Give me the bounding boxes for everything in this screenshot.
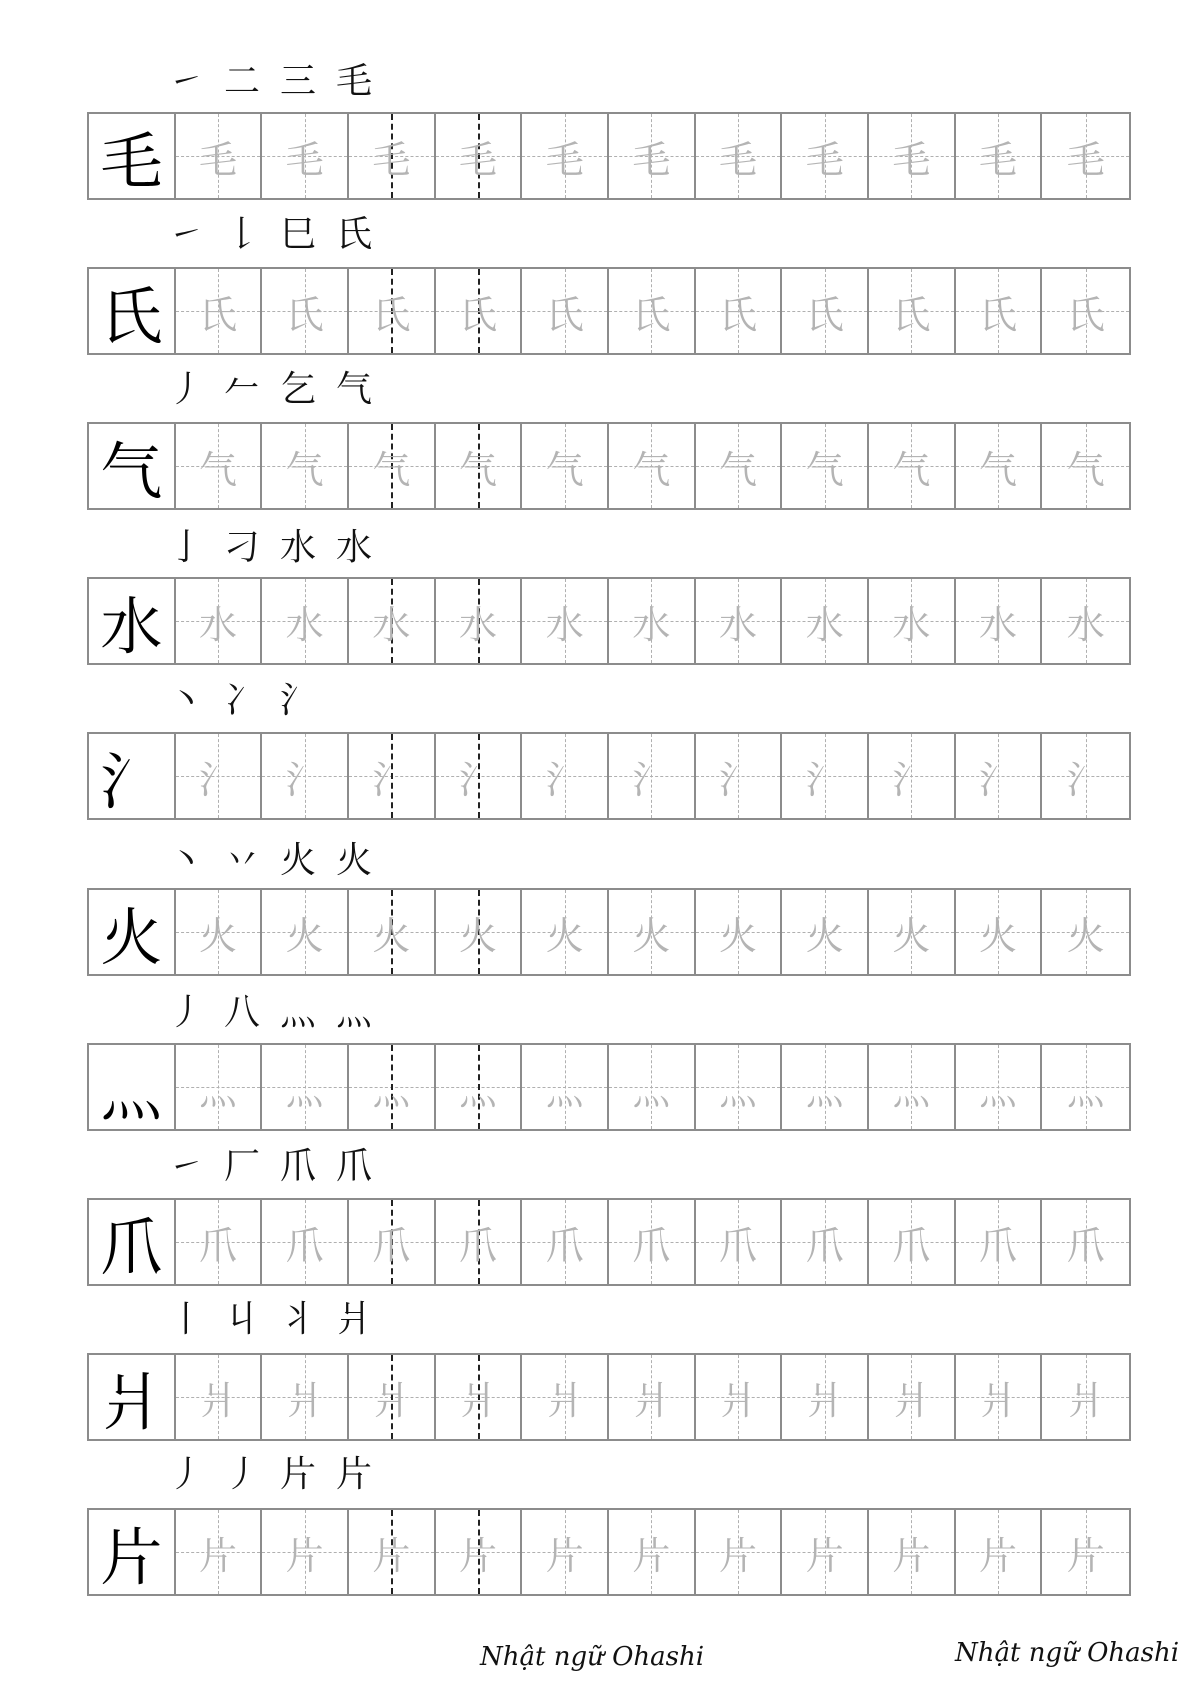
trace-character: 火 bbox=[979, 913, 1018, 958]
trace-character: 氵 bbox=[1066, 757, 1105, 802]
stroke-step: 巳 bbox=[279, 214, 316, 255]
stroke-step: 丶 bbox=[167, 680, 204, 721]
trace-character: 爪 bbox=[979, 1223, 1018, 1268]
stroke-step: ㇀ bbox=[167, 214, 204, 255]
stroke-step: 片 bbox=[279, 1454, 316, 1495]
stroke-order bbox=[165, 215, 375, 255]
trace-character: 氏 bbox=[632, 292, 671, 337]
stroke-step: 亅 bbox=[167, 527, 204, 568]
stroke-order bbox=[165, 841, 375, 881]
trace-character: 水 bbox=[372, 602, 411, 647]
practice-cell[interactable] bbox=[176, 1355, 263, 1439]
model-character: 火 bbox=[89, 890, 176, 974]
practice-cell[interactable] bbox=[1042, 269, 1129, 353]
stroke-order bbox=[165, 62, 375, 102]
trace-character: 毛 bbox=[545, 137, 584, 182]
practice-cell[interactable] bbox=[436, 579, 523, 663]
stroke-step: 氏 bbox=[335, 214, 372, 255]
practice-cell[interactable] bbox=[1042, 114, 1129, 198]
trace-character: 毛 bbox=[372, 137, 411, 182]
trace-character: 爿 bbox=[719, 1378, 758, 1423]
practice-cell[interactable] bbox=[522, 579, 609, 663]
trace-character: 灬 bbox=[892, 1068, 931, 1113]
stroke-step: 丿 bbox=[167, 992, 204, 1033]
trace-character: 片 bbox=[719, 1533, 758, 1578]
practice-cell[interactable] bbox=[349, 1045, 436, 1129]
trace-character: 爪 bbox=[285, 1223, 324, 1268]
stroke-step: 爪 bbox=[279, 1146, 316, 1187]
trace-character: 火 bbox=[199, 913, 238, 958]
trace-character: 片 bbox=[285, 1533, 324, 1578]
practice-cell[interactable] bbox=[869, 1510, 956, 1594]
practice-cell[interactable] bbox=[1042, 890, 1129, 974]
trace-character: 氵 bbox=[285, 757, 324, 802]
model-character: 爿 bbox=[89, 1355, 176, 1439]
practice-cell[interactable] bbox=[782, 579, 869, 663]
trace-character: 气 bbox=[199, 447, 238, 492]
trace-character: 气 bbox=[805, 447, 844, 492]
trace-character: 气 bbox=[372, 447, 411, 492]
trace-character: 水 bbox=[545, 602, 584, 647]
practice-cell[interactable] bbox=[436, 1510, 523, 1594]
practice-cell[interactable] bbox=[609, 1045, 696, 1129]
practice-row bbox=[87, 888, 1131, 976]
stroke-step: 毛 bbox=[335, 61, 372, 102]
practice-cell[interactable] bbox=[349, 579, 436, 663]
trace-character: 毛 bbox=[719, 137, 758, 182]
practice-cell[interactable] bbox=[782, 424, 869, 508]
practice-cell[interactable] bbox=[782, 1200, 869, 1284]
trace-character: 氵 bbox=[372, 757, 411, 802]
practice-cell[interactable] bbox=[609, 579, 696, 663]
stroke-step: 丿 bbox=[223, 1454, 260, 1495]
practice-row bbox=[87, 112, 1131, 200]
practice-cell[interactable] bbox=[609, 424, 696, 508]
stroke-step: 火 bbox=[279, 840, 316, 881]
trace-character: 爿 bbox=[545, 1378, 584, 1423]
trace-character: 氏 bbox=[979, 292, 1018, 337]
stroke-step: 乞 bbox=[279, 369, 316, 410]
trace-character: 片 bbox=[199, 1533, 238, 1578]
practice-row bbox=[87, 1508, 1131, 1596]
practice-cell[interactable] bbox=[522, 1510, 609, 1594]
stroke-step: 氵 bbox=[279, 680, 316, 721]
stroke-step: 灬 bbox=[279, 992, 316, 1033]
trace-character: 爿 bbox=[285, 1378, 324, 1423]
trace-character: 片 bbox=[892, 1533, 931, 1578]
trace-character: 水 bbox=[199, 602, 238, 647]
trace-character: 爪 bbox=[459, 1223, 498, 1268]
practice-cell[interactable] bbox=[1042, 424, 1129, 508]
stroke-step: 水 bbox=[279, 527, 316, 568]
trace-character: 氏 bbox=[285, 292, 324, 337]
practice-cell[interactable] bbox=[696, 1200, 783, 1284]
trace-character: 火 bbox=[805, 913, 844, 958]
trace-character: 火 bbox=[632, 913, 671, 958]
trace-character: 氏 bbox=[199, 292, 238, 337]
trace-character: 爪 bbox=[805, 1223, 844, 1268]
practice-cell[interactable] bbox=[609, 890, 696, 974]
trace-character: 灬 bbox=[285, 1068, 324, 1113]
practice-cell[interactable] bbox=[869, 424, 956, 508]
stroke-step: ㇀ bbox=[167, 61, 204, 102]
practice-cell[interactable] bbox=[869, 1200, 956, 1284]
practice-cell[interactable] bbox=[176, 1200, 263, 1284]
trace-character: 火 bbox=[545, 913, 584, 958]
trace-character: 爪 bbox=[199, 1223, 238, 1268]
practice-cell[interactable] bbox=[782, 1045, 869, 1129]
trace-character: 片 bbox=[459, 1533, 498, 1578]
trace-character: 氏 bbox=[459, 292, 498, 337]
trace-character: 气 bbox=[459, 447, 498, 492]
trace-character: 水 bbox=[285, 602, 324, 647]
practice-cell[interactable] bbox=[262, 579, 349, 663]
practice-cell[interactable] bbox=[176, 269, 263, 353]
trace-character: 火 bbox=[372, 913, 411, 958]
practice-cell[interactable] bbox=[262, 1045, 349, 1129]
practice-cell[interactable] bbox=[956, 269, 1043, 353]
model-character: 片 bbox=[89, 1510, 176, 1594]
trace-character: 灬 bbox=[199, 1068, 238, 1113]
trace-character: 爿 bbox=[892, 1378, 931, 1423]
practice-cell[interactable] bbox=[956, 114, 1043, 198]
practice-cell[interactable] bbox=[956, 424, 1043, 508]
practice-cell[interactable] bbox=[869, 269, 956, 353]
trace-character: 片 bbox=[979, 1533, 1018, 1578]
practice-row bbox=[87, 1043, 1131, 1131]
practice-cell[interactable] bbox=[696, 114, 783, 198]
trace-character: 毛 bbox=[892, 137, 931, 182]
trace-character: 水 bbox=[892, 602, 931, 647]
practice-cell[interactable] bbox=[262, 269, 349, 353]
trace-character: 氵 bbox=[719, 757, 758, 802]
practice-cell[interactable] bbox=[609, 1510, 696, 1594]
practice-cell[interactable] bbox=[869, 890, 956, 974]
practice-cell[interactable] bbox=[956, 1510, 1043, 1594]
practice-cell[interactable] bbox=[349, 114, 436, 198]
stroke-step: 丨 bbox=[167, 1299, 204, 1340]
practice-cell[interactable] bbox=[869, 1355, 956, 1439]
trace-character: 爿 bbox=[805, 1378, 844, 1423]
practice-cell[interactable] bbox=[696, 424, 783, 508]
trace-character: 片 bbox=[805, 1533, 844, 1578]
stroke-step: 片 bbox=[335, 1454, 372, 1495]
practice-cell[interactable] bbox=[782, 1355, 869, 1439]
trace-character: 爿 bbox=[199, 1378, 238, 1423]
practice-cell[interactable] bbox=[522, 269, 609, 353]
trace-character: 灬 bbox=[1066, 1068, 1105, 1113]
trace-character: 气 bbox=[632, 447, 671, 492]
practice-cell[interactable] bbox=[956, 734, 1043, 818]
trace-character: 气 bbox=[979, 447, 1018, 492]
trace-character: 氏 bbox=[1066, 292, 1105, 337]
practice-cell[interactable] bbox=[436, 1200, 523, 1284]
trace-character: 氵 bbox=[979, 757, 1018, 802]
stroke-step: 丶 bbox=[167, 840, 204, 881]
model-character: 灬 bbox=[89, 1045, 176, 1129]
trace-character: 爿 bbox=[1066, 1378, 1105, 1423]
practice-cell[interactable] bbox=[176, 114, 263, 198]
practice-row bbox=[87, 422, 1131, 510]
signature-center: Nhật ngữ Ohashi bbox=[480, 1642, 705, 1672]
stroke-step: 爪 bbox=[335, 1146, 372, 1187]
trace-character: 水 bbox=[459, 602, 498, 647]
practice-cell[interactable] bbox=[696, 269, 783, 353]
practice-cell[interactable] bbox=[782, 734, 869, 818]
trace-character: 氵 bbox=[805, 757, 844, 802]
practice-cell[interactable] bbox=[696, 734, 783, 818]
trace-character: 火 bbox=[459, 913, 498, 958]
practice-cell[interactable] bbox=[176, 734, 263, 818]
model-character: 氏 bbox=[89, 269, 176, 353]
stroke-order bbox=[165, 528, 375, 568]
practice-cell[interactable] bbox=[176, 1510, 263, 1594]
stroke-step: 丩 bbox=[223, 1299, 260, 1340]
practice-cell[interactable] bbox=[956, 579, 1043, 663]
signature-right: Nhật ngữ Ohashi bbox=[955, 1638, 1180, 1668]
trace-character: 毛 bbox=[459, 137, 498, 182]
trace-character: 片 bbox=[545, 1533, 584, 1578]
trace-character: 灬 bbox=[459, 1068, 498, 1113]
practice-cell[interactable] bbox=[522, 1355, 609, 1439]
practice-cell[interactable] bbox=[522, 424, 609, 508]
practice-cell[interactable] bbox=[522, 890, 609, 974]
stroke-step: 二 bbox=[223, 61, 260, 102]
trace-character: 爪 bbox=[545, 1223, 584, 1268]
model-character: 毛 bbox=[89, 114, 176, 198]
practice-cell[interactable] bbox=[522, 114, 609, 198]
trace-character: 火 bbox=[285, 913, 324, 958]
stroke-step: 冫 bbox=[223, 680, 260, 721]
trace-character: 氏 bbox=[372, 292, 411, 337]
trace-character: 氵 bbox=[199, 757, 238, 802]
trace-character: 氵 bbox=[459, 757, 498, 802]
trace-character: 水 bbox=[979, 602, 1018, 647]
trace-character: 毛 bbox=[979, 137, 1018, 182]
practice-cell[interactable] bbox=[262, 734, 349, 818]
trace-character: 水 bbox=[719, 602, 758, 647]
practice-cell[interactable] bbox=[349, 1200, 436, 1284]
stroke-step: 丷 bbox=[223, 840, 260, 881]
trace-character: 片 bbox=[1066, 1533, 1105, 1578]
stroke-step: 丿 bbox=[167, 1454, 204, 1495]
practice-cell[interactable] bbox=[696, 1355, 783, 1439]
practice-cell[interactable] bbox=[436, 1045, 523, 1129]
practice-cell[interactable] bbox=[696, 1045, 783, 1129]
trace-character: 片 bbox=[372, 1533, 411, 1578]
practice-cell[interactable] bbox=[696, 1510, 783, 1594]
practice-cell[interactable] bbox=[176, 1045, 263, 1129]
trace-character: 水 bbox=[805, 602, 844, 647]
trace-character: 灬 bbox=[372, 1068, 411, 1113]
practice-cell[interactable] bbox=[436, 1355, 523, 1439]
trace-character: 氏 bbox=[805, 292, 844, 337]
practice-cell[interactable] bbox=[349, 269, 436, 353]
practice-cell[interactable] bbox=[522, 1200, 609, 1284]
model-character: 氵 bbox=[89, 734, 176, 818]
trace-character: 毛 bbox=[805, 137, 844, 182]
practice-cell[interactable] bbox=[869, 1045, 956, 1129]
practice-row bbox=[87, 732, 1131, 820]
stroke-order bbox=[165, 1300, 375, 1340]
trace-character: 爪 bbox=[372, 1223, 411, 1268]
trace-character: 水 bbox=[1066, 602, 1105, 647]
practice-cell[interactable] bbox=[349, 890, 436, 974]
trace-character: 氏 bbox=[719, 292, 758, 337]
trace-character: 氏 bbox=[545, 292, 584, 337]
trace-character: 气 bbox=[1066, 447, 1105, 492]
trace-character: 火 bbox=[1066, 913, 1105, 958]
stroke-order bbox=[165, 681, 319, 721]
practice-cell[interactable] bbox=[1042, 579, 1129, 663]
trace-character: 火 bbox=[719, 913, 758, 958]
practice-cell[interactable] bbox=[262, 1355, 349, 1439]
trace-character: 爿 bbox=[459, 1378, 498, 1423]
trace-character: 灬 bbox=[719, 1068, 758, 1113]
trace-character: 爪 bbox=[892, 1223, 931, 1268]
trace-character: 气 bbox=[719, 447, 758, 492]
stroke-step: 水 bbox=[335, 527, 372, 568]
trace-character: 灬 bbox=[979, 1068, 1018, 1113]
practice-cell[interactable] bbox=[609, 269, 696, 353]
practice-row bbox=[87, 1198, 1131, 1286]
trace-character: 毛 bbox=[199, 137, 238, 182]
stroke-step: 爿 bbox=[335, 1299, 372, 1340]
practice-cell[interactable] bbox=[522, 734, 609, 818]
trace-character: 氵 bbox=[632, 757, 671, 802]
practice-row bbox=[87, 1353, 1131, 1441]
practice-cell[interactable] bbox=[609, 114, 696, 198]
trace-character: 爿 bbox=[372, 1378, 411, 1423]
practice-cell[interactable] bbox=[436, 890, 523, 974]
stroke-step: ㇀ bbox=[167, 1146, 204, 1187]
stroke-step: 𠂉 bbox=[223, 369, 260, 410]
trace-character: 水 bbox=[632, 602, 671, 647]
trace-character: 爪 bbox=[1066, 1223, 1105, 1268]
trace-character: 气 bbox=[892, 447, 931, 492]
stroke-step: 厂 bbox=[223, 1146, 260, 1187]
stroke-step: 三 bbox=[279, 61, 316, 102]
practice-cell[interactable] bbox=[262, 424, 349, 508]
practice-cell[interactable] bbox=[262, 1510, 349, 1594]
practice-cell[interactable] bbox=[176, 890, 263, 974]
trace-character: 灬 bbox=[632, 1068, 671, 1113]
practice-cell[interactable] bbox=[349, 424, 436, 508]
practice-cell[interactable] bbox=[436, 424, 523, 508]
stroke-step: 𠄌 bbox=[223, 214, 260, 255]
practice-cell[interactable] bbox=[349, 1355, 436, 1439]
practice-cell[interactable] bbox=[176, 424, 263, 508]
trace-character: 气 bbox=[545, 447, 584, 492]
practice-cell[interactable] bbox=[869, 579, 956, 663]
trace-character: 氵 bbox=[545, 757, 584, 802]
practice-cell[interactable] bbox=[696, 579, 783, 663]
trace-character: 灬 bbox=[545, 1068, 584, 1113]
trace-character: 毛 bbox=[632, 137, 671, 182]
practice-cell[interactable] bbox=[869, 114, 956, 198]
trace-character: 爪 bbox=[719, 1223, 758, 1268]
practice-cell[interactable] bbox=[1042, 734, 1129, 818]
trace-character: 毛 bbox=[1066, 137, 1105, 182]
stroke-order bbox=[165, 1455, 375, 1495]
stroke-order bbox=[165, 370, 375, 410]
practice-cell[interactable] bbox=[609, 1200, 696, 1284]
practice-cell[interactable] bbox=[349, 734, 436, 818]
practice-cell[interactable] bbox=[956, 890, 1043, 974]
model-character: 水 bbox=[89, 579, 176, 663]
practice-cell[interactable] bbox=[436, 114, 523, 198]
practice-row bbox=[87, 577, 1131, 665]
practice-row bbox=[87, 267, 1131, 355]
trace-character: 爿 bbox=[632, 1378, 671, 1423]
practice-cell[interactable] bbox=[782, 1510, 869, 1594]
trace-character: 氏 bbox=[892, 292, 931, 337]
practice-cell[interactable] bbox=[522, 1045, 609, 1129]
stroke-order bbox=[165, 993, 375, 1033]
trace-character: 火 bbox=[892, 913, 931, 958]
trace-character: 毛 bbox=[285, 137, 324, 182]
practice-cell[interactable] bbox=[436, 734, 523, 818]
stroke-order bbox=[165, 1147, 375, 1187]
model-character: 气 bbox=[89, 424, 176, 508]
stroke-step: 丬 bbox=[279, 1299, 316, 1340]
practice-cell[interactable] bbox=[782, 114, 869, 198]
stroke-step: 火 bbox=[335, 840, 372, 881]
trace-character: 爿 bbox=[979, 1378, 1018, 1423]
practice-cell[interactable] bbox=[956, 1045, 1043, 1129]
practice-cell[interactable] bbox=[1042, 1045, 1129, 1129]
practice-cell[interactable] bbox=[609, 734, 696, 818]
practice-cell[interactable] bbox=[1042, 1510, 1129, 1594]
trace-character: 气 bbox=[285, 447, 324, 492]
practice-cell[interactable] bbox=[696, 890, 783, 974]
trace-character: 爪 bbox=[632, 1223, 671, 1268]
practice-cell[interactable] bbox=[609, 1355, 696, 1439]
practice-cell[interactable] bbox=[956, 1200, 1043, 1284]
practice-cell[interactable] bbox=[349, 1510, 436, 1594]
practice-cell[interactable] bbox=[436, 269, 523, 353]
stroke-step: 刁 bbox=[223, 527, 260, 568]
stroke-step: 八 bbox=[223, 992, 260, 1033]
practice-cell[interactable] bbox=[262, 114, 349, 198]
practice-cell[interactable] bbox=[262, 890, 349, 974]
practice-cell[interactable] bbox=[176, 579, 263, 663]
practice-cell[interactable] bbox=[262, 1200, 349, 1284]
practice-cell[interactable] bbox=[869, 734, 956, 818]
stroke-step: 气 bbox=[335, 369, 372, 410]
stroke-step: 丿 bbox=[167, 369, 204, 410]
trace-character: 片 bbox=[632, 1533, 671, 1578]
model-character: 爪 bbox=[89, 1200, 176, 1284]
practice-cell[interactable] bbox=[782, 269, 869, 353]
practice-cell[interactable] bbox=[1042, 1200, 1129, 1284]
practice-cell[interactable] bbox=[1042, 1355, 1129, 1439]
practice-cell[interactable] bbox=[782, 890, 869, 974]
trace-character: 氵 bbox=[892, 757, 931, 802]
practice-cell[interactable] bbox=[956, 1355, 1043, 1439]
stroke-step: 灬 bbox=[335, 992, 372, 1033]
trace-character: 灬 bbox=[805, 1068, 844, 1113]
